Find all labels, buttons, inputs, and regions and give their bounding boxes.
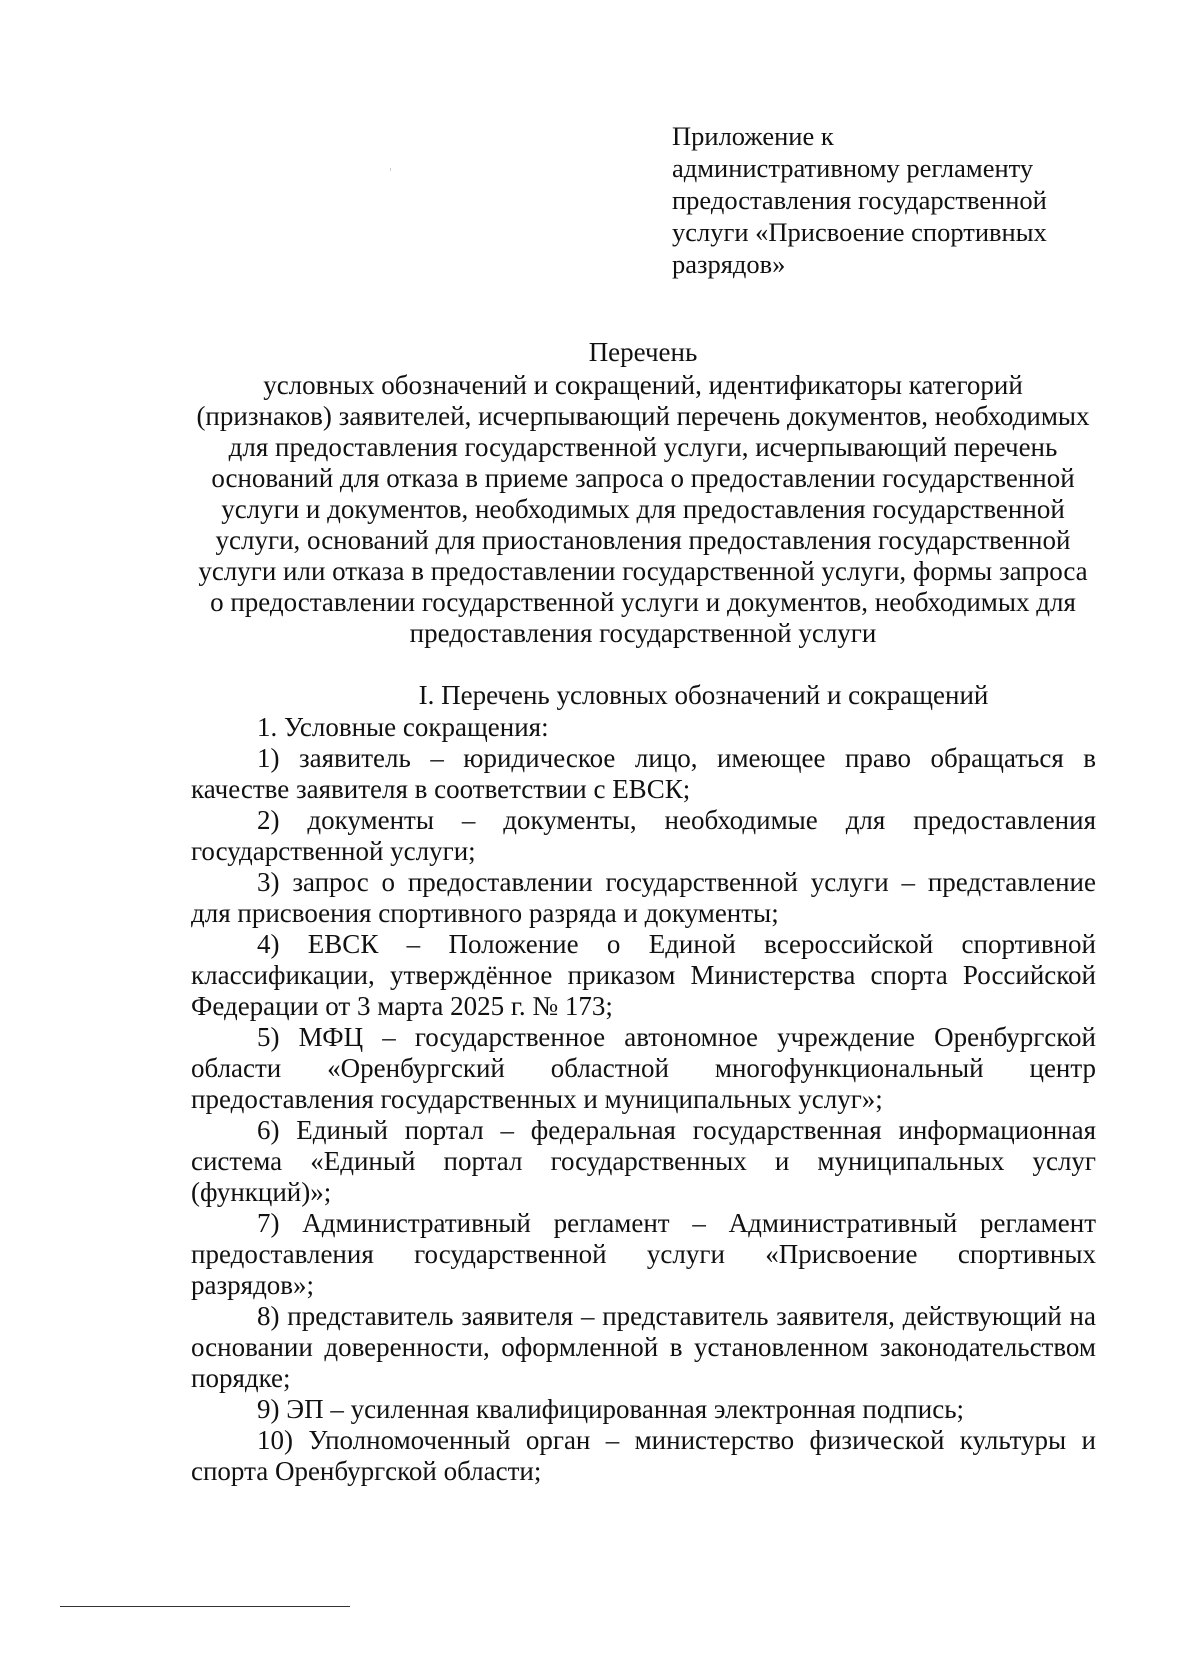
definition-line: предоставления государственных и муниципальных услуг»; <box>191 1084 883 1114</box>
definition-item <box>191 929 1096 1022</box>
definition-line: 6) Единый портал – федеральная государственная информационная <box>257 1115 1096 1145</box>
definition-item <box>191 1022 1096 1115</box>
definition-line: качестве заявителя в соответствии с ЕВСК; <box>191 774 691 804</box>
title-line: услуги и документов, необходимых для предоставления государственной <box>221 494 1065 524</box>
definition-line: система «Единый портал государственных и муниципальных услуг <box>191 1146 1096 1176</box>
definition-line: спорта Оренбургской области; <box>191 1456 542 1486</box>
definition-list <box>191 743 1096 1487</box>
definition-line: 1) заявитель – юридическое лицо, имеющее право обращаться в <box>257 743 1096 773</box>
definition-line: основании доверенности, оформленной в установленном законодательством <box>191 1332 1096 1362</box>
title-line: услуги, оснований для приостановления предоставления государственной <box>215 525 1071 555</box>
document-title <box>190 337 1096 649</box>
title-line: для предоставления государственной услуги, исчерпывающий перечень <box>228 432 1058 462</box>
appendix-note <box>672 120 1092 280</box>
definition-line: классификации, утверждённое приказом Министерства спорта Российской <box>191 960 1096 990</box>
definition-item <box>191 1394 1096 1425</box>
document-body <box>191 680 1096 1487</box>
title-line: предоставления государственной услуги <box>409 618 877 648</box>
definition-item <box>191 1301 1096 1394</box>
title-line: услуги или отказа в предоставлении государственной услуги, формы запроса <box>198 556 1088 586</box>
definition-line: 9) ЭП – усиленная квалифицированная электронная подпись; <box>257 1394 965 1424</box>
footnote-divider <box>60 1606 350 1607</box>
definition-item <box>191 867 1096 929</box>
definition-line: 4) ЕВСК – Положение о Единой всероссийской спортивной <box>257 929 1096 959</box>
definition-item <box>191 805 1096 867</box>
definition-line: для присвоения спортивного разряда и документы; <box>191 898 779 928</box>
scan-artifact-mark <box>390 168 391 171</box>
definition-line: области «Оренбургский областной многофункциональный центр <box>191 1053 1096 1083</box>
definition-line: 3) запрос о предоставлении государственной услуги – представление <box>257 867 1096 897</box>
appendix-line: услуги «Присвоение спортивных <box>672 217 1047 247</box>
definition-line: порядке; <box>191 1363 291 1393</box>
title-line: о предоставлении государственной услуги и документов, необходимых для <box>210 587 1076 617</box>
appendix-line: предоставления государственной <box>672 185 1047 215</box>
definition-item <box>191 1425 1096 1487</box>
definition-line: 7) Административный регламент – Административный регламент <box>257 1208 1096 1238</box>
definition-line: предоставления государственной услуги «Присвоение спортивных <box>191 1239 1096 1269</box>
appendix-line: разрядов» <box>672 249 786 279</box>
title-line: (признаков) заявителей, исчерпывающий перечень документов, необходимых <box>196 401 1090 431</box>
title-word: Перечень <box>588 337 698 367</box>
definition-line: 5) МФЦ – государственное автономное учреждение Оренбургской <box>257 1022 1096 1052</box>
definition-line: (функций)»; <box>191 1177 332 1207</box>
title-line: условных обозначений и сокращений, идентификаторы категорий <box>263 370 1023 400</box>
definition-item <box>191 1115 1096 1208</box>
title-line: оснований для отказа в приеме запроса о предоставлении государственной <box>211 463 1075 493</box>
section-heading: I. Перечень условных обозначений и сокращений <box>418 680 989 710</box>
definition-item <box>191 743 1096 805</box>
definition-line: 2) документы – документы, необходимые для предоставления <box>257 805 1096 835</box>
definition-line: разрядов»; <box>191 1270 315 1300</box>
definition-line: 10) Уполномоченный орган – министерство физической культуры и <box>257 1425 1096 1455</box>
definition-line: государственной услуги; <box>191 836 476 866</box>
definition-item <box>191 1208 1096 1301</box>
subsection-heading: 1. Условные сокращения: <box>257 712 549 742</box>
appendix-line: Приложение к <box>672 121 834 151</box>
definition-line: 8) представитель заявителя – представитель заявителя, действующий на <box>257 1301 1096 1331</box>
definition-line: Федерации от 3 марта 2025 г. № 173; <box>191 991 613 1021</box>
appendix-line: административному регламенту <box>672 153 1034 183</box>
